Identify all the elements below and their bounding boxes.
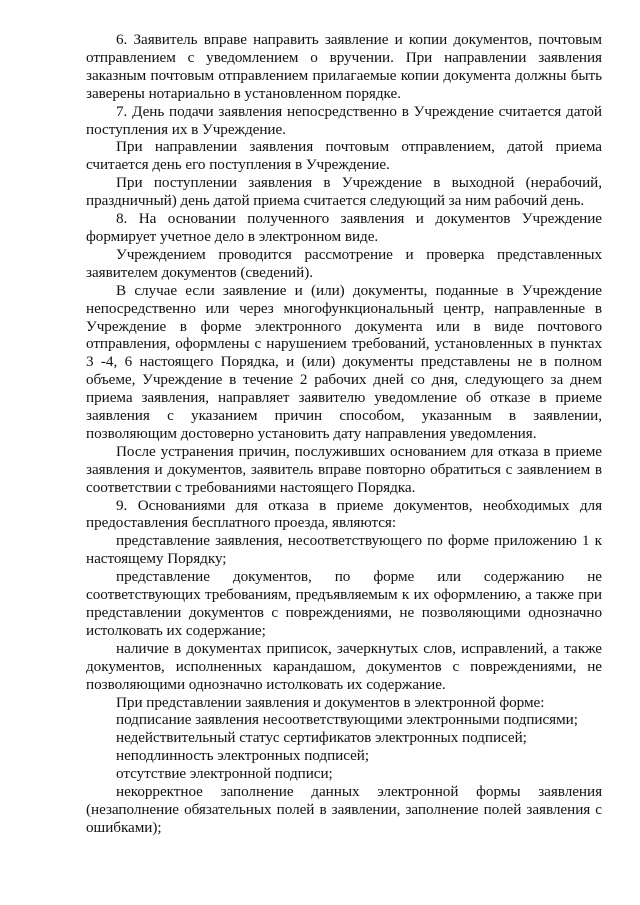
list-item-invalid-documents: представление документов, по форме или содержанию не соответствующих требованиям, предъявляемым к их оформлению, а также при представлении документов с повреждениями, не позволяющими однозначно истолковать их содержание; [86,568,602,639]
paragraph-7-submission-date: 7. День подачи заявления непосредственно в Учреждение считается датой поступления их в Учреждение. [86,102,602,138]
paragraph-8-account-file: 8. На основании полученного заявления и документов Учреждение формирует учетное дело в электронном виде. [86,210,602,245]
paragraph-resubmission: После устранения причин, послуживших основанием для отказа в приеме заявления и документов, заявитель вправе повторно обратиться с заявлением в соответствии с требованиями настоящего Порядка. [86,442,602,496]
list-item-wrong-signatures: подписание заявления несоответствующими электронными подписями; [116,711,578,729]
list-item-fake-signatures: неподлинность электронных подписей; [116,747,370,765]
paragraph-electronic-form: При представлении заявления и документов в электронной форме: [116,693,545,711]
paragraph-mail-receipt-date: При направлении заявления почтовым отправлением, датой приема считается день его поступления в Учреждение. [86,138,602,174]
paragraph-review-documents: Учреждением проводится рассмотрение и проверка представленных заявителем документов (сведений). [86,245,602,281]
paragraph-9-refusal-grounds: 9. Основаниями для отказа в приеме документов, необходимых для предоставления бесплатного проезда, являются: [86,496,602,532]
paragraph-refusal-notice: В случае если заявление и (или) документы, поданные в Учреждение непосредственно или через многофункциональный центр, направленные в Учреждение в форме электронного документа или в виде почтового отправления, оформлены с нарушением требований, установленных в пунктах 3 -4, 6 настоящего Порядка, и (или) документы представлены не в полном объеме, Учреждение в течение 2 рабочих дней со дня, следующего за днем приема заявления, направляет заявителю уведомление об отказе в приеме заявления с указанием причин способом, указанным в заявлении, позволяющим достоверно установить дату направления уведомления. [86,281,602,442]
list-item-form-mismatch: представление заявления, несоответствующего по форме приложению 1 к настоящему Порядку; [86,532,602,568]
list-item-corrections: наличие в документах приписок, зачеркнутых слов, исправлений, а также документов, исполненных карандашом, документов с повреждениями, не позволяющими однозначно истолковать их содержание. [86,639,602,693]
paragraph-holiday-receipt: При поступлении заявления в Учреждение в выходной (нерабочий, праздничный) день датой приема считается следующий за ним рабочий день. [86,174,602,210]
paragraph-6-mail-submission: 6. Заявитель вправе направить заявление и копии документов, почтовым отправлением с уведомлением о вручении. При направлении заявления заказным почтовым отправлением прилагаемые копии документа должны быть заверены нотариально в установленном порядке. [86,31,602,102]
list-item-invalid-certificates: недействительный статус сертификатов электронных подписей; [116,729,527,747]
list-item-no-signature: отсутствие электронной подписи; [116,765,333,783]
document-body [86,31,602,837]
list-item-incorrect-filling: некорректное заполнение данных электронной формы заявления (незаполнение обязательных полей в заявлении, заполнение полей заявления с ошибками); [86,783,602,836]
